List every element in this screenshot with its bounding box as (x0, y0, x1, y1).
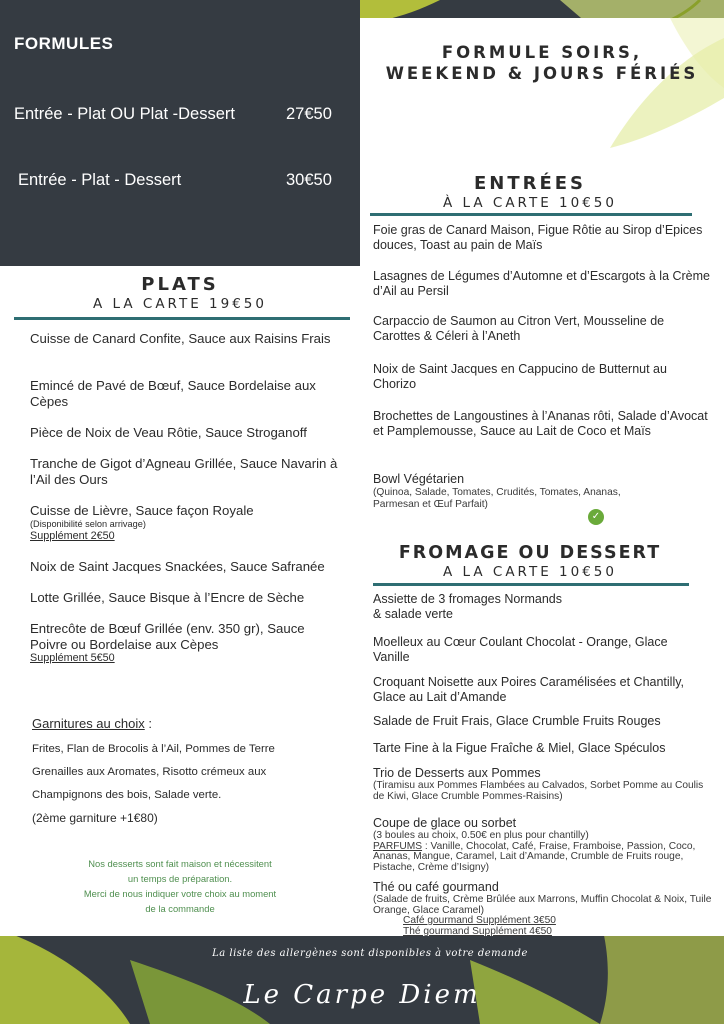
plat-item-5 (30, 503, 354, 542)
plat-item-8-supplement: Supplément 5€50 (30, 652, 115, 664)
plats-divider (14, 317, 350, 320)
soirs-title-line-2: WEEKEND & JOURS FÉRIÉS (385, 64, 699, 83)
dessert-item-6-name: Trio de Desserts aux Pommes (373, 766, 541, 780)
allergens-note: La liste des allergènes sont disponibles à votre demande (212, 948, 528, 959)
dessert-item-8-supplement-1: Café gourmand Supplément 3€50 (403, 915, 556, 926)
dessert-item-8-supplement-2: Thé gourmand Supplément 4€50 (403, 925, 552, 937)
desserts-divider (373, 583, 689, 586)
formules-title: FORMULES (14, 34, 114, 53)
desserts-subtitle: A LA CARTE 10€50 (443, 564, 617, 580)
garniture-extra: (2ème garniture +1€80) (32, 811, 158, 825)
garnitures-colon: : (144, 716, 152, 731)
dessert-item-1: Assiette de 3 fromages Normands & salade verte (373, 592, 562, 621)
plat-item-5-note: (Disponibilité selon arrivage) (30, 518, 146, 529)
plats-title: PLATS (141, 274, 219, 295)
dessert-item-8-detail: (Salade de fruits, Crème Brûlée aux Marrons, Muffin Chocolat & Noix, Tuile Orange, Glace Caramel) (373, 894, 712, 916)
formule-row-1-price: 27€50 (286, 105, 332, 123)
plat-item-3: Pièce de Noix de Veau Rôtie, Sauce Stroganoff (30, 425, 307, 440)
plat-item-4: Tranche de Gigot d’Agneau Grillée, Sauce Navarin à l’Ail des Ours (30, 456, 338, 487)
garniture-line-1: Frites, Flan de Brocolis à l’Ail, Pommes de Terre (32, 743, 275, 755)
garnitures-title: Garnitures au choix (32, 716, 145, 731)
formule-row-2-label: Entrée - Plat - Dessert (18, 171, 182, 189)
info-line-1: Nos desserts sont fait maison et nécessitent (88, 858, 272, 869)
plat-item-2: Emincé de Pavé de Bœuf, Sauce Bordelaise aux Cèpes (30, 378, 316, 409)
entrees-divider (370, 213, 692, 216)
entree-item-6-name: Bowl Végétarien (373, 472, 465, 486)
soirs-panel (360, 18, 724, 936)
dessert-item-5: Tarte Fine à la Figue Fraîche & Miel, Glace Spéculos (373, 741, 666, 755)
dessert-item-7-detail: (3 boules au choix, 0.50€ en plus pour chantilly) (373, 830, 589, 841)
formule-row-1-label: Entrée - Plat OU Plat -Dessert (14, 105, 235, 123)
plat-item-5-name: Cuisse de Lièvre, Sauce façon Royale (30, 503, 254, 518)
entrees-title: ENTRÉES (473, 173, 587, 194)
entree-item-1: Foie gras de Canard Maison, Figue Rôtie au Sirop d’Epices douces, Toast au pain de Maïs (373, 223, 703, 252)
dessert-item-7-name: Coupe de glace ou sorbet (373, 816, 517, 830)
vegetarian-leaf-icon: ✓ (588, 509, 604, 525)
brand-signature: Le Carpe Diem (243, 980, 481, 1010)
plats-panel (0, 266, 360, 936)
desserts-title: FROMAGE OU DESSERT (398, 543, 662, 563)
dessert-item-6-detail: (Tiramisu aux Pommes Flambées au Calvados, Sorbet Pomme au Coulis de Kiwi, Glace Crumble Pommes-Raisins) (373, 780, 704, 802)
parfums-label: PARFUMS (373, 840, 423, 852)
entree-item-2: Lasagnes de Légumes d’Automne et d’Escargots à la Crème d’Ail au Persil (373, 269, 710, 298)
plat-item-1: Cuisse de Canard Confite, Sauce aux Raisins Frais (30, 331, 331, 346)
entree-item-6 (373, 472, 663, 510)
garnitures-list (32, 738, 352, 807)
dessert-info-note (50, 856, 310, 916)
dessert-item-7-parfums (373, 842, 708, 874)
info-line-3: Merci de nous indiquer votre choix au moment (83, 888, 277, 899)
dessert-item-3: Croquant Noisette aux Poires Caramélisées et Chantilly, Glace au Lait d’Amande (373, 675, 685, 704)
plat-item-7: Lotte Grillée, Sauce Bisque à l’Encre de Sèche (30, 590, 305, 605)
dessert-item-8 (373, 880, 713, 937)
formule-row-2-price: 30€50 (286, 171, 332, 189)
formules-panel (0, 0, 360, 266)
soirs-title-line-1: FORMULE SOIRS, (441, 43, 643, 62)
garniture-line-3: Champignons des bois, Salade verte. (32, 789, 222, 801)
dessert-item-4: Salade de Fruit Frais, Glace Crumble Fruits Rouges (373, 714, 661, 728)
entrees-subtitle: À LA CARTE 10€50 (443, 195, 617, 211)
plat-item-8 (30, 621, 332, 664)
plat-item-5-supplement: Supplément 2€50 (30, 529, 115, 542)
info-line-2: un temps de préparation. (127, 873, 233, 884)
dessert-item-6 (373, 766, 708, 802)
dessert-item-8-name: Thé ou café gourmand (373, 880, 499, 894)
dessert-item-7 (373, 816, 708, 873)
entree-item-5: Brochettes de Langoustines à l’Ananas rôti, Salade d’Avocat et Pamplemousse, Sauce au Lait de Coco et Maïs (373, 409, 708, 438)
info-line-4: de la commande (145, 903, 215, 914)
dessert-item-2: Moelleux au Cœur Coulant Chocolat - Orange, Glace Vanille (373, 635, 668, 664)
entree-item-4: Noix de Saint Jacques en Cappucino de Butternut au Chorizo (373, 362, 667, 391)
entree-item-6-detail: (Quinoa, Salade, Tomates, Crudités, Tomates, Ananas, Parmesan et Œuf Parfait) (373, 487, 621, 510)
parfums-list: : Vanille, Chocolat, Café, Fraise, Framboise, Passion, Coco, Ananas, Mangue, Caramel, Lait d’Amande, Crumble de Fruits rouge, Pistache, Crème d’Isigny) (373, 840, 696, 873)
garnitures-heading (32, 716, 152, 731)
plat-item-6: Noix de Saint Jacques Snackées, Sauce Safranée (30, 559, 325, 574)
plat-item-8-name: Entrecôte de Bœuf Grillée (env. 350 gr), Sauce Poivre ou Bordelaise aux Cèpes (30, 621, 305, 652)
garniture-line-2: Grenailles aux Aromates, Risotto crémeux aux (32, 766, 267, 778)
plats-subtitle: A LA CARTE 19€50 (93, 296, 267, 312)
soirs-title (360, 42, 724, 84)
entree-item-3: Carpaccio de Saumon au Citron Vert, Mousseline de Carottes & Céleri à l’Aneth (373, 314, 665, 343)
